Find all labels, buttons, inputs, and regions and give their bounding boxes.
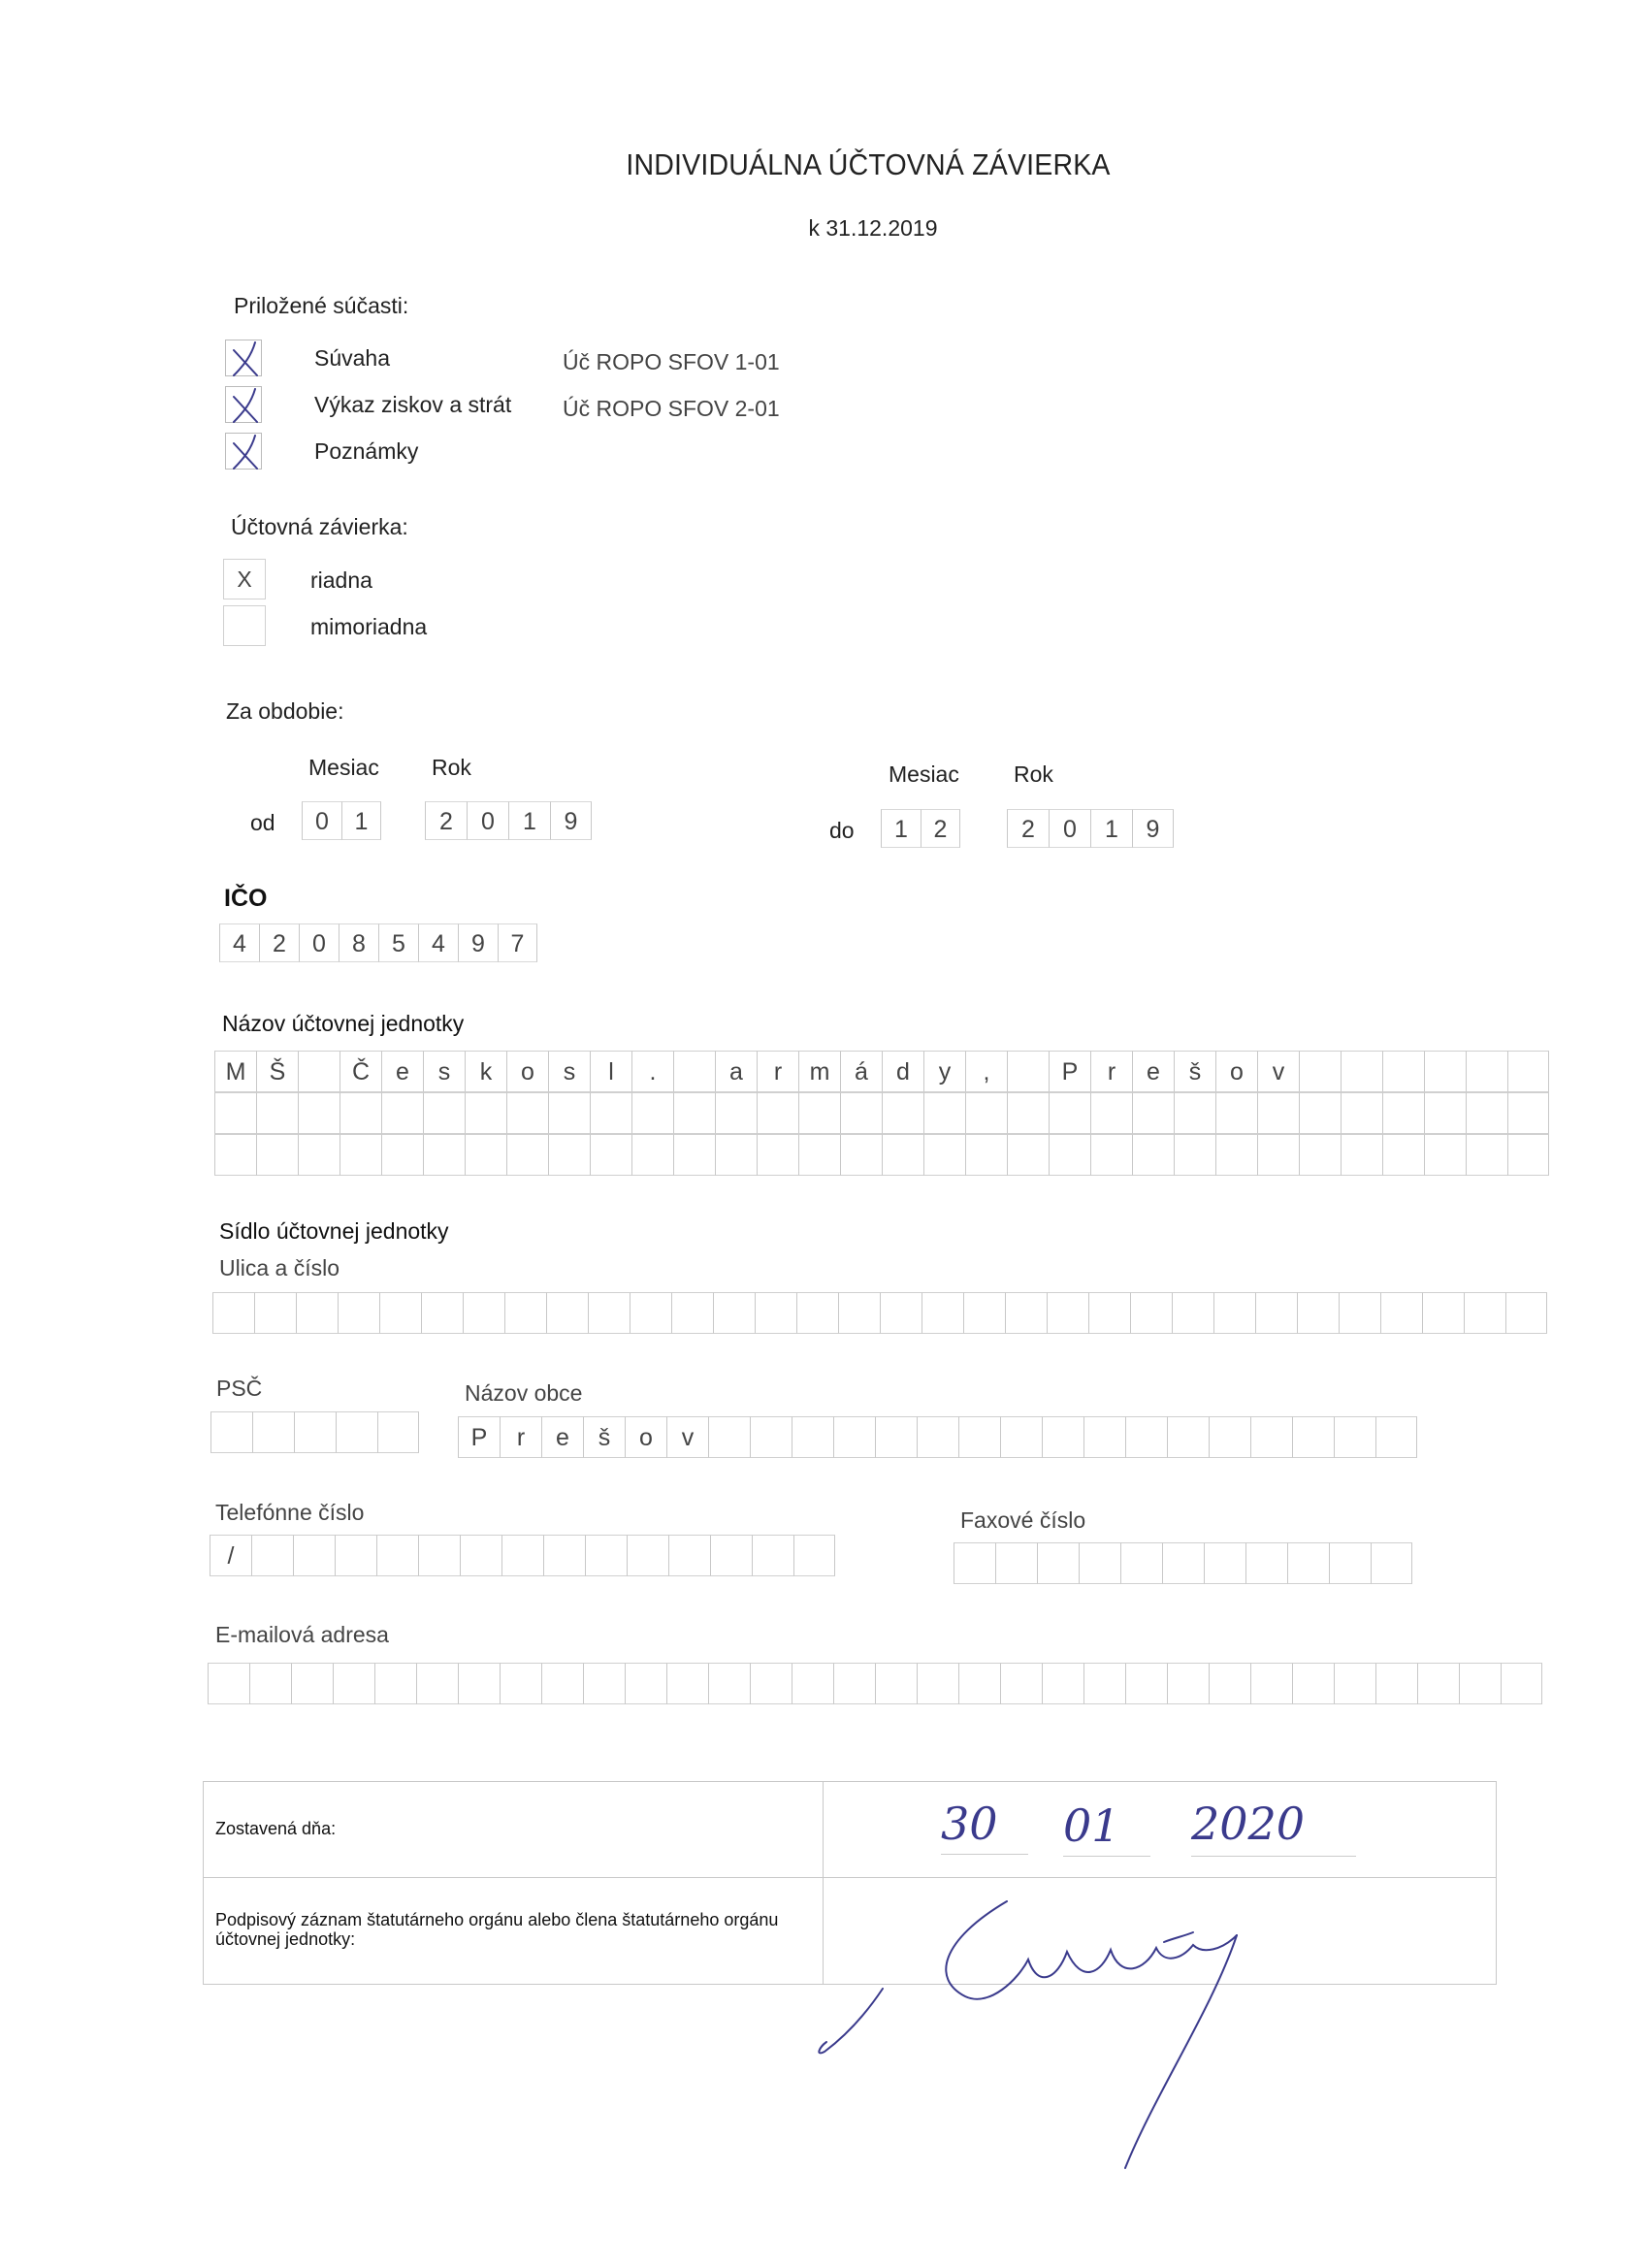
char-cell — [917, 1416, 958, 1458]
char-cell: 9 — [458, 923, 498, 962]
checkmark-x-icon — [228, 383, 267, 426]
char-cell — [1292, 1416, 1334, 1458]
char-cell: o — [1215, 1051, 1257, 1092]
char-cell — [1255, 1292, 1297, 1334]
attachment-code: Úč ROPO SFOV 1-01 — [563, 349, 780, 374]
char-cell — [1090, 1092, 1132, 1134]
char-cell — [379, 1292, 421, 1334]
checkmark-x-icon — [228, 430, 267, 472]
char-cell — [1090, 1134, 1132, 1176]
char-cell — [793, 1535, 835, 1576]
char-cell — [256, 1134, 298, 1176]
char-cell — [294, 1411, 336, 1453]
attachment-label: Výkaz ziskov a strát — [314, 392, 512, 417]
char-cell — [252, 1411, 294, 1453]
char-cell — [1375, 1416, 1417, 1458]
char-cell — [882, 1134, 923, 1176]
char-cell — [1341, 1134, 1382, 1176]
char-cell — [338, 1292, 379, 1334]
char-cell: 5 — [378, 923, 418, 962]
char-cell — [1371, 1542, 1412, 1584]
char-cell — [995, 1542, 1037, 1584]
char-cell — [673, 1134, 715, 1176]
entity-name-row-1[interactable] — [214, 1051, 1549, 1092]
closing-type-checkbox[interactable]: X — [223, 559, 266, 599]
signature-label-line-2: účtovnej jednotky: — [215, 1929, 356, 1949]
char-cell — [1083, 1663, 1125, 1704]
char-cell — [1245, 1542, 1287, 1584]
char-cell — [1507, 1134, 1549, 1176]
entity-name-row-2[interactable] — [214, 1092, 1549, 1134]
char-cell — [1042, 1663, 1083, 1704]
char-cell — [1204, 1542, 1245, 1584]
char-cell — [1299, 1092, 1341, 1134]
char-cell — [418, 1535, 460, 1576]
char-cell — [208, 1663, 249, 1704]
char-cell — [381, 1092, 423, 1134]
char-cell — [460, 1535, 501, 1576]
char-cell — [421, 1292, 463, 1334]
char-cell: a — [715, 1051, 757, 1092]
char-cell — [1167, 1416, 1209, 1458]
char-cell — [710, 1535, 752, 1576]
char-cell — [1209, 1416, 1250, 1458]
char-cell — [750, 1416, 792, 1458]
char-cell — [1287, 1542, 1329, 1584]
char-cell: 0 — [299, 923, 339, 962]
char-cell — [1422, 1292, 1464, 1334]
char-cell — [668, 1535, 710, 1576]
char-cell — [715, 1092, 757, 1134]
char-cell: v — [666, 1416, 708, 1458]
char-cell — [543, 1535, 585, 1576]
city-label: Názov obce — [465, 1380, 583, 1406]
char-cell: . — [631, 1051, 673, 1092]
char-cell — [792, 1663, 833, 1704]
char-cell — [673, 1051, 715, 1092]
phone-field[interactable] — [210, 1535, 835, 1576]
from-month-label: Mesiac — [308, 755, 379, 780]
attachment-checkbox[interactable] — [225, 433, 262, 470]
to-label: do — [829, 818, 855, 843]
from-month-field[interactable] — [302, 801, 381, 840]
char-cell — [1250, 1416, 1292, 1458]
char-cell — [1382, 1134, 1424, 1176]
char-cell: l — [590, 1051, 631, 1092]
char-cell — [1334, 1416, 1375, 1458]
entity-name-row-3[interactable] — [214, 1134, 1549, 1176]
char-cell — [1007, 1051, 1049, 1092]
attachment-label: Súvaha — [314, 345, 391, 371]
char-cell — [1297, 1292, 1339, 1334]
char-cell: 1 — [508, 801, 550, 840]
char-cell — [463, 1292, 504, 1334]
char-cell: 4 — [219, 923, 259, 962]
char-cell — [757, 1092, 798, 1134]
char-cell — [374, 1663, 416, 1704]
char-cell — [631, 1092, 673, 1134]
char-cell — [798, 1092, 840, 1134]
char-cell — [954, 1542, 995, 1584]
char-cell — [1049, 1092, 1090, 1134]
char-cell — [1299, 1134, 1341, 1176]
from-year-field[interactable] — [425, 801, 592, 840]
closing-heading: Účtovná závierka: — [231, 514, 408, 539]
attachment-code: Úč ROPO SFOV 2-01 — [563, 396, 780, 421]
char-cell — [1424, 1092, 1466, 1134]
char-cell — [1380, 1292, 1422, 1334]
attachments-heading: Priložené súčasti: — [234, 293, 409, 318]
char-cell — [1250, 1663, 1292, 1704]
char-cell: s — [423, 1051, 465, 1092]
char-cell — [833, 1416, 875, 1458]
char-cell — [627, 1535, 668, 1576]
char-cell: o — [625, 1416, 666, 1458]
to-year-field[interactable] — [1007, 809, 1174, 848]
char-cell: , — [965, 1051, 1007, 1092]
char-cell — [298, 1092, 340, 1134]
char-cell — [298, 1051, 340, 1092]
fax-field[interactable] — [954, 1542, 1412, 1584]
char-cell — [1174, 1092, 1215, 1134]
char-cell — [1382, 1051, 1424, 1092]
closing-type-label: riadna — [310, 567, 372, 593]
char-cell: k — [465, 1051, 506, 1092]
char-cell: 1 — [1090, 809, 1132, 848]
char-cell — [750, 1663, 792, 1704]
char-cell — [251, 1535, 293, 1576]
char-cell — [958, 1416, 1000, 1458]
char-cell — [1464, 1292, 1505, 1334]
city-field[interactable] — [458, 1416, 1417, 1458]
char-cell: y — [923, 1051, 965, 1092]
char-cell — [798, 1134, 840, 1176]
char-cell — [1125, 1416, 1167, 1458]
psc-label: PSČ — [216, 1376, 263, 1401]
email-field[interactable] — [208, 1663, 1542, 1704]
char-cell: 8 — [339, 923, 378, 962]
street-label: Ulica a číslo — [219, 1255, 340, 1280]
char-cell — [708, 1663, 750, 1704]
char-cell: 0 — [1049, 809, 1090, 848]
char-cell — [1329, 1542, 1371, 1584]
char-cell — [1213, 1292, 1255, 1334]
char-cell — [465, 1092, 506, 1134]
char-cell — [875, 1416, 917, 1458]
period-heading: Za obdobie: — [226, 698, 344, 724]
char-cell — [1007, 1092, 1049, 1134]
to-month-field[interactable] — [881, 809, 960, 848]
char-cell: e — [541, 1416, 583, 1458]
char-cell — [423, 1092, 465, 1134]
char-cell: Č — [340, 1051, 381, 1092]
char-cell — [840, 1134, 882, 1176]
char-cell — [922, 1292, 963, 1334]
char-cell — [963, 1292, 1005, 1334]
attachment-label: Poznámky — [314, 438, 419, 464]
char-cell: s — [548, 1051, 590, 1092]
char-cell — [504, 1292, 546, 1334]
char-cell — [1167, 1663, 1209, 1704]
char-cell — [333, 1663, 374, 1704]
char-cell: e — [381, 1051, 423, 1092]
char-cell — [583, 1663, 625, 1704]
char-cell — [840, 1092, 882, 1134]
char-cell: š — [583, 1416, 625, 1458]
entity-name-label: Názov účtovnej jednotky — [222, 1011, 465, 1036]
char-cell — [291, 1663, 333, 1704]
char-cell — [376, 1535, 418, 1576]
char-cell — [1088, 1292, 1130, 1334]
char-cell: 2 — [921, 809, 960, 848]
char-cell — [381, 1134, 423, 1176]
char-cell — [1162, 1542, 1204, 1584]
to-year-label: Rok — [1014, 761, 1053, 787]
char-cell: 9 — [1132, 809, 1174, 848]
char-cell — [631, 1134, 673, 1176]
char-cell — [1459, 1663, 1501, 1704]
char-cell — [1037, 1542, 1079, 1584]
char-cell: r — [500, 1416, 541, 1458]
char-cell — [708, 1416, 750, 1458]
char-cell — [792, 1416, 833, 1458]
char-cell — [673, 1092, 715, 1134]
char-cell — [506, 1092, 548, 1134]
char-cell: 9 — [550, 801, 592, 840]
char-cell — [796, 1292, 838, 1334]
char-cell — [1209, 1663, 1250, 1704]
char-cell — [1375, 1663, 1417, 1704]
char-cell — [340, 1092, 381, 1134]
char-cell: P — [1049, 1051, 1090, 1092]
email-label: E-mailová adresa — [215, 1622, 389, 1647]
char-cell — [336, 1411, 377, 1453]
char-cell — [1505, 1292, 1547, 1334]
char-cell — [965, 1134, 1007, 1176]
char-cell — [1466, 1134, 1507, 1176]
char-cell: 0 — [302, 801, 341, 840]
char-cell — [1382, 1092, 1424, 1134]
psc-field[interactable] — [210, 1411, 419, 1453]
form-title: INDIVIDUÁLNA ÚČTOVNÁ ZÁVIERKA — [626, 147, 1111, 181]
handwritten-signature — [795, 1882, 1300, 2173]
signature-label-line-1: Podpisový záznam štatutárneho orgánu alebo člena štatutárneho orgánu — [215, 1910, 779, 1929]
char-cell — [340, 1134, 381, 1176]
char-cell — [666, 1663, 708, 1704]
char-cell — [214, 1134, 256, 1176]
char-cell — [882, 1092, 923, 1134]
char-cell — [923, 1134, 965, 1176]
from-year-label: Rok — [432, 755, 471, 780]
char-cell — [256, 1092, 298, 1134]
char-cell — [1042, 1416, 1083, 1458]
char-cell — [671, 1292, 713, 1334]
char-cell: 4 — [418, 923, 458, 962]
char-cell — [501, 1535, 543, 1576]
char-cell — [548, 1134, 590, 1176]
char-cell — [1334, 1663, 1375, 1704]
char-cell — [1125, 1663, 1167, 1704]
char-cell: á — [840, 1051, 882, 1092]
char-cell — [755, 1292, 796, 1334]
char-cell — [1339, 1292, 1380, 1334]
compiled-date-field[interactable] — [941, 1798, 1504, 1860]
to-month-label: Mesiac — [889, 761, 959, 787]
char-cell — [1466, 1051, 1507, 1092]
char-cell: 2 — [259, 923, 299, 962]
char-cell — [1130, 1292, 1172, 1334]
char-cell — [1466, 1092, 1507, 1134]
from-label: od — [250, 810, 275, 835]
char-cell — [1292, 1663, 1334, 1704]
char-cell — [500, 1663, 541, 1704]
ico-label: IČO — [224, 885, 268, 912]
char-cell — [1257, 1134, 1299, 1176]
char-cell — [1049, 1134, 1090, 1176]
char-cell — [590, 1134, 631, 1176]
char-cell: / — [210, 1535, 251, 1576]
char-cell — [423, 1134, 465, 1176]
char-cell: m — [798, 1051, 840, 1092]
char-cell — [923, 1092, 965, 1134]
char-cell — [546, 1292, 588, 1334]
char-cell: 7 — [498, 923, 537, 962]
char-cell — [1000, 1416, 1042, 1458]
char-cell — [757, 1134, 798, 1176]
char-cell — [838, 1292, 880, 1334]
char-cell — [715, 1134, 757, 1176]
char-cell — [1215, 1134, 1257, 1176]
char-cell — [958, 1663, 1000, 1704]
char-cell — [1257, 1092, 1299, 1134]
char-cell — [506, 1134, 548, 1176]
char-cell: 1 — [881, 809, 921, 848]
char-cell — [254, 1292, 296, 1334]
phone-label: Telefónne číslo — [215, 1500, 365, 1525]
char-cell — [588, 1292, 630, 1334]
char-cell — [625, 1663, 666, 1704]
char-cell — [1507, 1092, 1549, 1134]
char-cell: r — [757, 1051, 798, 1092]
char-cell — [1424, 1051, 1466, 1092]
char-cell — [210, 1411, 252, 1453]
closing-type-checkbox[interactable] — [223, 605, 266, 646]
char-cell — [1007, 1134, 1049, 1176]
attachment-checkbox[interactable] — [225, 386, 262, 423]
char-cell — [249, 1663, 291, 1704]
char-cell: v — [1257, 1051, 1299, 1092]
char-cell — [1120, 1542, 1162, 1584]
char-cell — [541, 1663, 583, 1704]
char-cell — [1079, 1542, 1120, 1584]
closing-date: k 31.12.2019 — [808, 215, 938, 241]
ico-field[interactable] — [219, 923, 537, 962]
char-cell — [458, 1663, 500, 1704]
char-cell: d — [882, 1051, 923, 1092]
char-cell: š — [1174, 1051, 1215, 1092]
char-cell: 0 — [467, 801, 508, 840]
char-cell — [296, 1292, 338, 1334]
compiled-day: 30 — [941, 1798, 1028, 1855]
char-cell — [1501, 1663, 1542, 1704]
closing-type-label: mimoriadna — [310, 614, 428, 639]
char-cell — [214, 1092, 256, 1134]
char-cell — [548, 1092, 590, 1134]
attachment-checkbox[interactable] — [225, 340, 262, 376]
char-cell — [1174, 1134, 1215, 1176]
char-cell — [1132, 1134, 1174, 1176]
char-cell — [875, 1663, 917, 1704]
char-cell: 1 — [341, 801, 381, 840]
char-cell — [585, 1535, 627, 1576]
checkmark-x-icon — [228, 337, 267, 379]
street-field[interactable] — [212, 1292, 1547, 1334]
char-cell — [298, 1134, 340, 1176]
char-cell: Š — [256, 1051, 298, 1092]
compiled-label: Zostavená dňa: — [215, 1819, 337, 1838]
char-cell — [1172, 1292, 1213, 1334]
char-cell — [1083, 1416, 1125, 1458]
char-cell: 2 — [425, 801, 467, 840]
char-cell — [1341, 1092, 1382, 1134]
char-cell — [416, 1663, 458, 1704]
compiled-year: 2020 — [1191, 1798, 1356, 1857]
char-cell — [1417, 1663, 1459, 1704]
char-cell — [212, 1292, 254, 1334]
char-cell: o — [506, 1051, 548, 1092]
char-cell — [1299, 1051, 1341, 1092]
char-cell — [1424, 1134, 1466, 1176]
char-cell — [590, 1092, 631, 1134]
char-cell: P — [458, 1416, 500, 1458]
address-heading: Sídlo účtovnej jednotky — [219, 1218, 449, 1244]
char-cell: e — [1132, 1051, 1174, 1092]
char-cell — [335, 1535, 376, 1576]
char-cell — [630, 1292, 671, 1334]
char-cell — [880, 1292, 922, 1334]
char-cell — [1047, 1292, 1088, 1334]
char-cell: M — [214, 1051, 256, 1092]
char-cell: r — [1090, 1051, 1132, 1092]
char-cell — [1132, 1092, 1174, 1134]
char-cell — [1005, 1292, 1047, 1334]
compiled-month: 01 — [1063, 1799, 1150, 1857]
char-cell — [713, 1292, 755, 1334]
fax-label: Faxové číslo — [960, 1507, 1086, 1533]
char-cell: 2 — [1007, 809, 1049, 848]
char-cell — [833, 1663, 875, 1704]
char-cell — [1341, 1051, 1382, 1092]
char-cell — [1000, 1663, 1042, 1704]
char-cell — [1507, 1051, 1549, 1092]
char-cell — [917, 1663, 958, 1704]
char-cell — [293, 1535, 335, 1576]
char-cell — [465, 1134, 506, 1176]
char-cell — [377, 1411, 419, 1453]
char-cell — [1215, 1092, 1257, 1134]
char-cell — [752, 1535, 793, 1576]
char-cell — [965, 1092, 1007, 1134]
